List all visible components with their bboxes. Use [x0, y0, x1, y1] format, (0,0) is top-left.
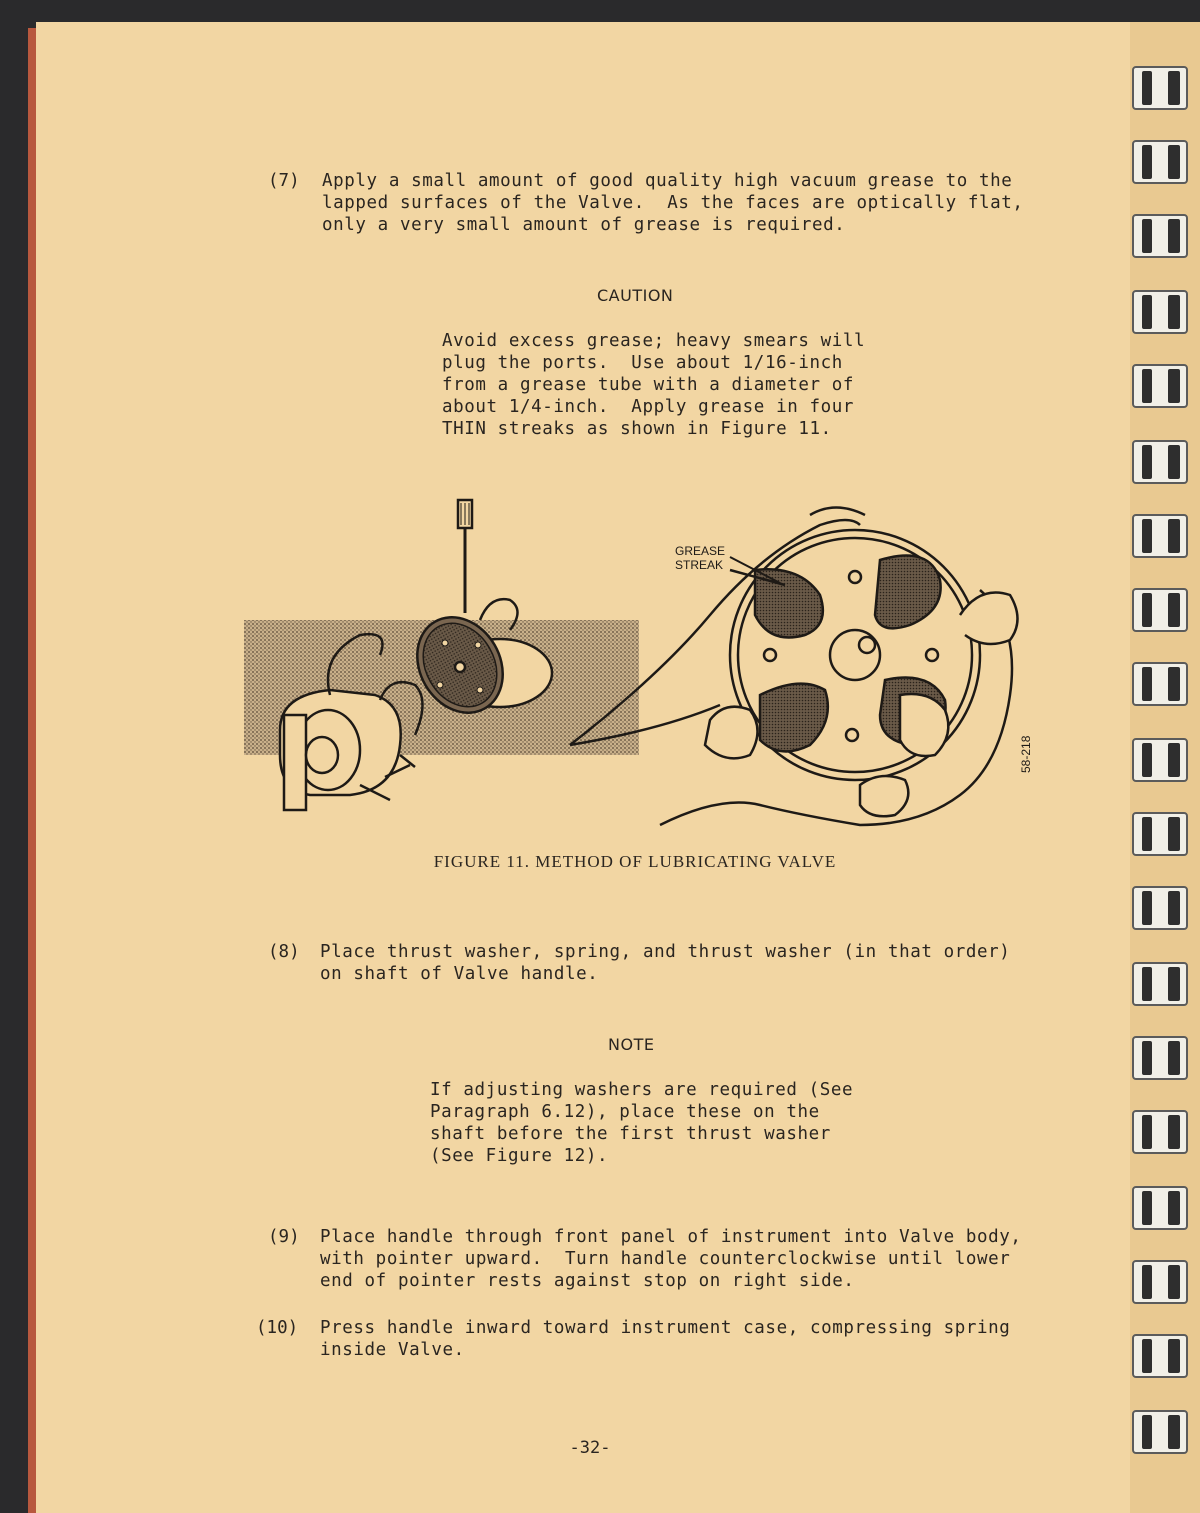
- binding-ring: [1132, 1186, 1188, 1230]
- binding-ring: [1132, 886, 1188, 930]
- note-line: Paragraph 6.12), place these on the: [430, 1102, 820, 1122]
- step-10-line: Press handle inward toward instrument case, compressing spring: [320, 1318, 1011, 1338]
- step-8-number: (8): [268, 942, 300, 962]
- step-7-line: lapped surfaces of the Valve. As the faces are optically flat,: [322, 193, 1024, 213]
- binding-ring: [1132, 140, 1188, 184]
- caution-line: Avoid excess grease; heavy smears will: [442, 331, 866, 351]
- binding-ring: [1132, 440, 1188, 484]
- note-heading: NOTE: [608, 1035, 655, 1054]
- note-line: shaft before the first thrust washer: [430, 1124, 831, 1144]
- binding-ring: [1132, 1334, 1188, 1378]
- step-9-number: (9): [268, 1227, 300, 1247]
- caution-line: about 1/4-inch. Apply grease in four: [442, 397, 855, 417]
- step-7-line: Apply a small amount of good quality high vacuum grease to the: [322, 171, 1013, 191]
- binding-ring: [1132, 1410, 1188, 1454]
- binding-ring: [1132, 588, 1188, 632]
- binding-ring: [1132, 364, 1188, 408]
- grease-streak-label: GREASE: [675, 544, 726, 558]
- figure-code: 58-218: [1019, 735, 1033, 773]
- binding-ring: [1132, 738, 1188, 782]
- binding-ring: [1132, 1110, 1188, 1154]
- step-8-line: Place thrust washer, spring, and thrust washer (in that order): [320, 942, 1011, 962]
- binding-ring: [1132, 962, 1188, 1006]
- step-8-line: on shaft of Valve handle.: [320, 964, 599, 984]
- caution-heading: CAUTION: [597, 286, 674, 305]
- step-9-line: Place handle through front panel of instrument into Valve body,: [320, 1227, 1022, 1247]
- step-10-number: (10): [256, 1318, 299, 1338]
- step-7-line: only a very small amount of grease is required.: [322, 215, 846, 235]
- figure-caption: FIGURE 11. METHOD OF LUBRICATING VALVE: [433, 852, 837, 871]
- step-9-line: with pointer upward. Turn handle counterclockwise until lower: [320, 1249, 1011, 1269]
- caution-line: THIN streaks as shown in Figure 11.: [442, 419, 832, 439]
- binding-ring: [1132, 214, 1188, 258]
- binding-ring: [1132, 66, 1188, 110]
- page-number: -32-: [569, 1438, 611, 1458]
- binding-ring: [1132, 1260, 1188, 1304]
- binding-ring: [1132, 662, 1188, 706]
- note-line: If adjusting washers are required (See: [430, 1080, 854, 1100]
- step-7-number: (7): [268, 171, 300, 191]
- note-line: (See Figure 12).: [430, 1146, 609, 1166]
- binding-ring: [1132, 290, 1188, 334]
- binding-ring: [1132, 1036, 1188, 1080]
- step-9-line: end of pointer rests against stop on right side.: [320, 1271, 855, 1291]
- binding-ring: [1132, 514, 1188, 558]
- step-10-line: inside Valve.: [320, 1340, 465, 1360]
- grease-streak-label: STREAK: [675, 558, 724, 572]
- caution-line: from a grease tube with a diameter of: [442, 375, 855, 395]
- caution-line: plug the ports. Use about 1/16-inch: [442, 353, 843, 373]
- valve-lubrication-figure: [240, 495, 1040, 835]
- binding-ring: [1132, 812, 1188, 856]
